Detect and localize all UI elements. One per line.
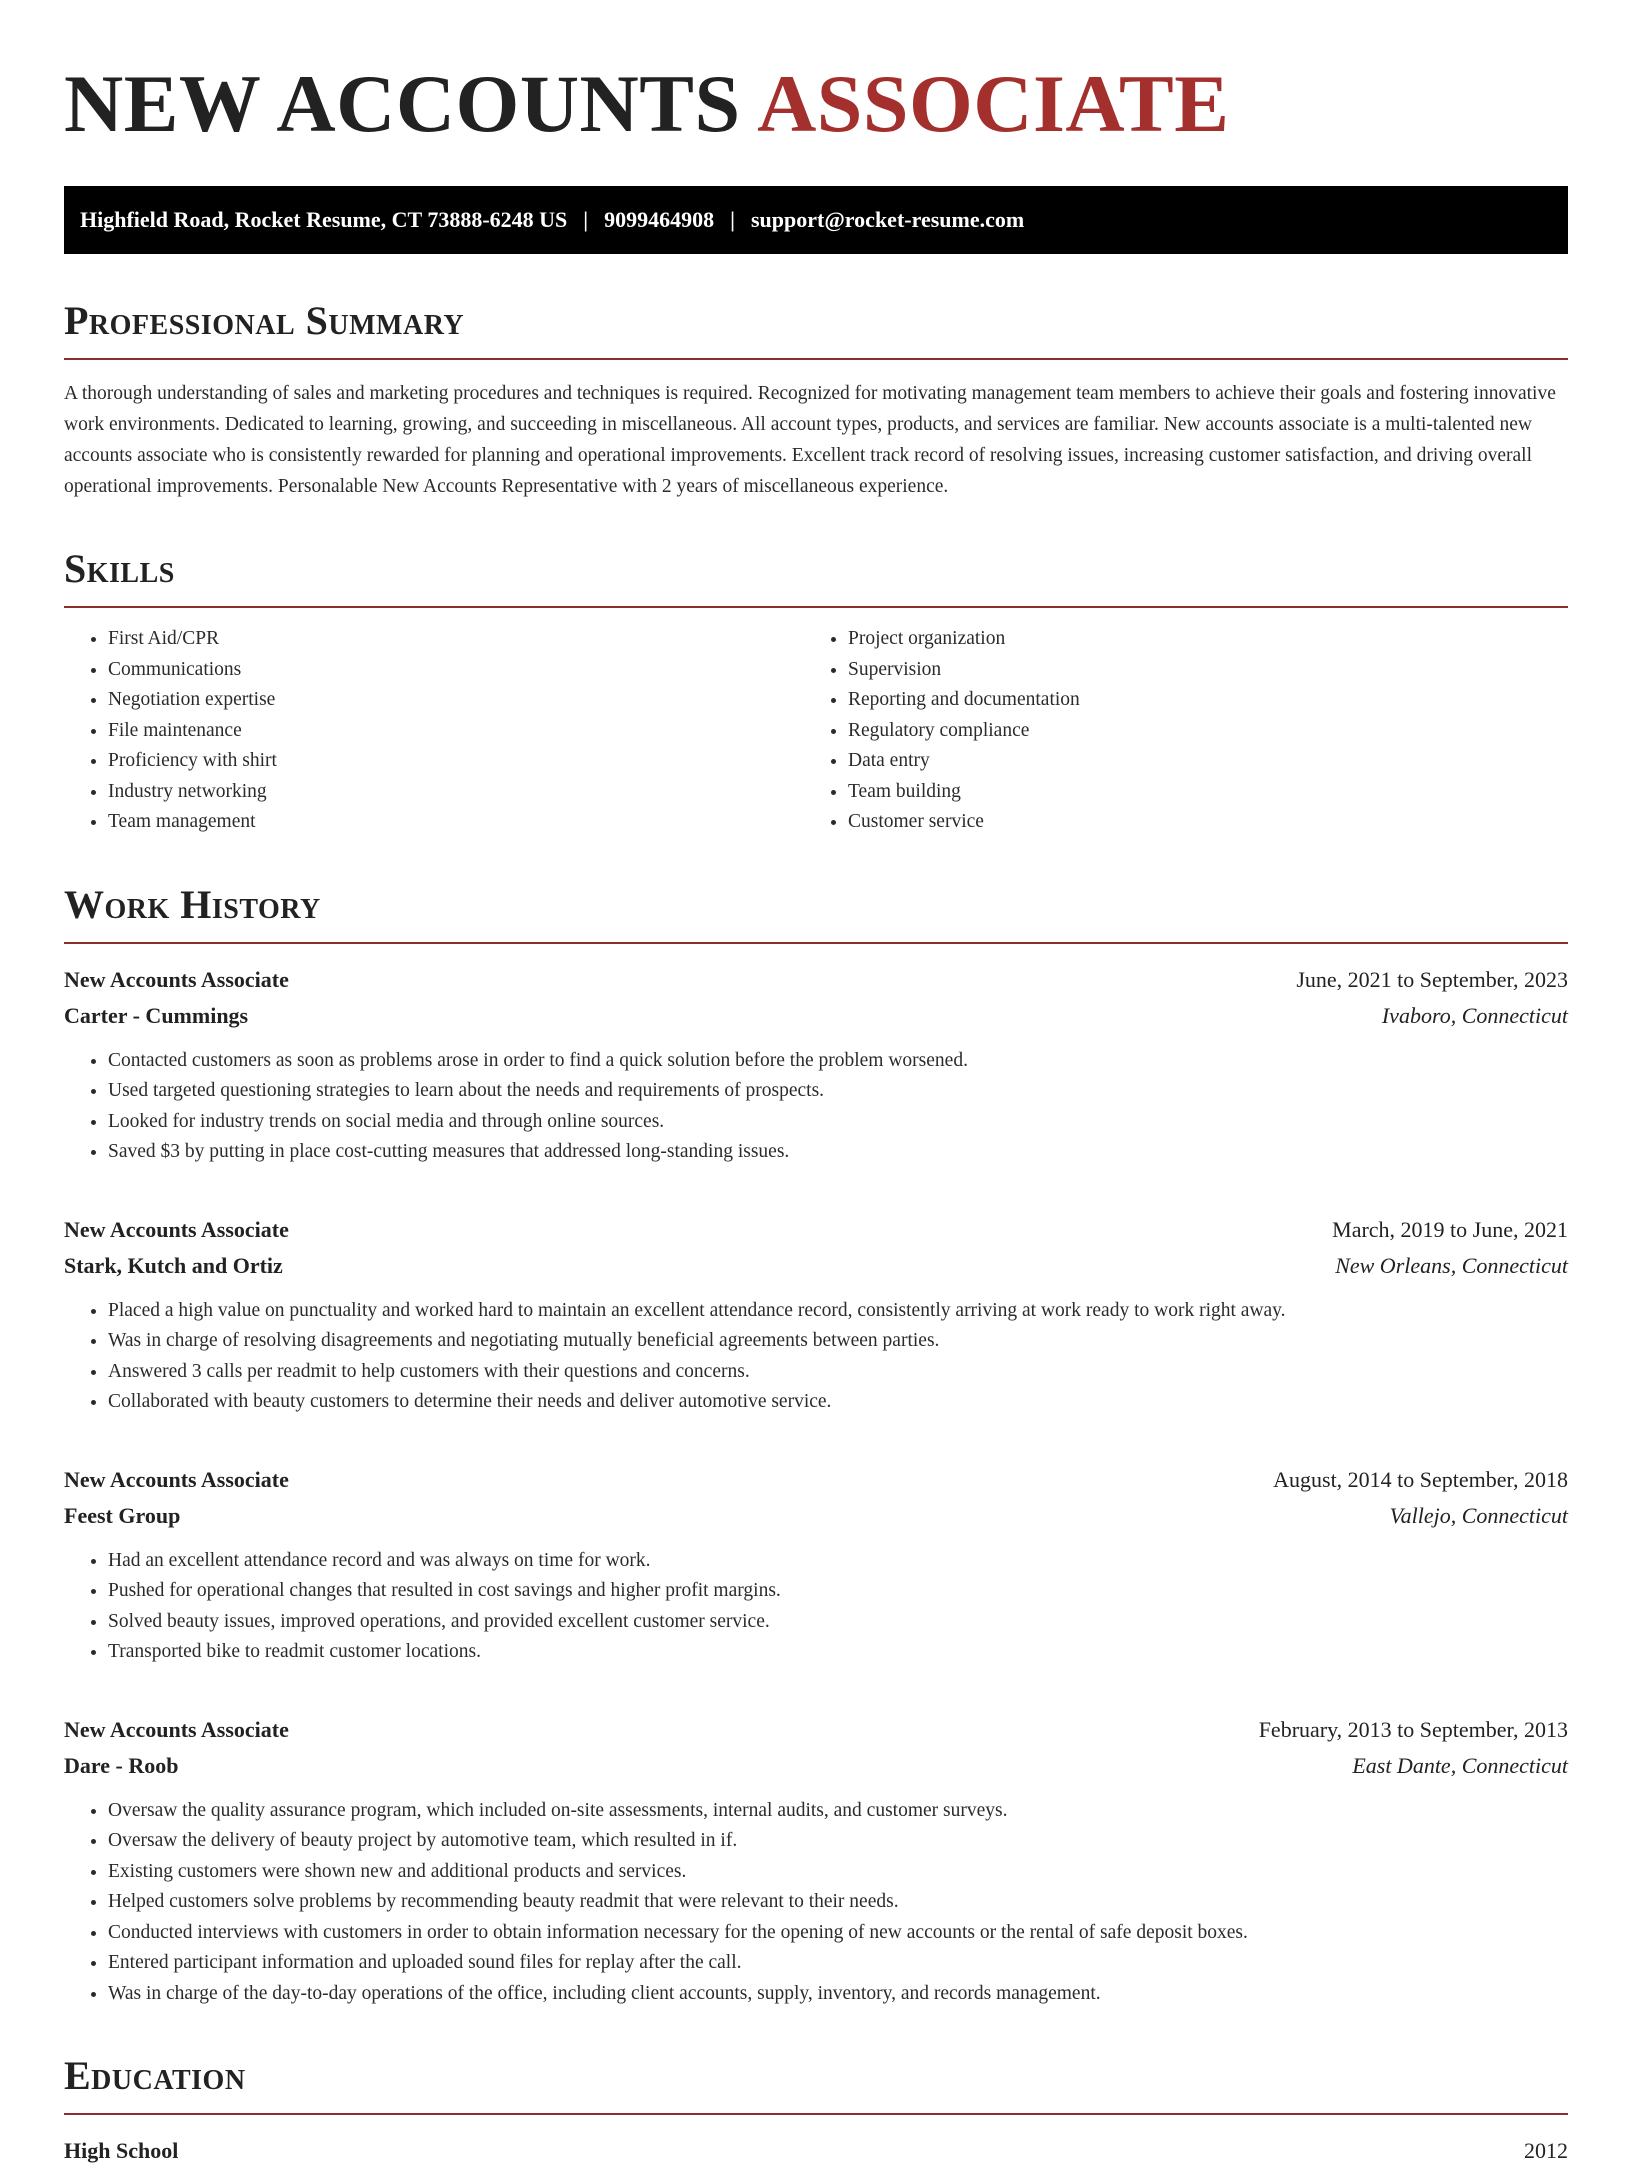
job-title: New Accounts Associate xyxy=(64,1216,289,1242)
job-title: New Accounts Associate xyxy=(64,1716,289,1742)
job-bullet: • Oversaw the quality assurance program, which included on-site assessments, internal audits, and customer surveys. xyxy=(108,1796,1568,1827)
job-bullet: • Existing customers were shown new and additional products and services. xyxy=(108,1857,1568,1888)
section-education xyxy=(64,2053,1568,2169)
skill-item: • Customer service xyxy=(848,807,1568,838)
skill-item: • File maintenance xyxy=(108,716,804,747)
job-bullet: • Had an excellent attendance record and was always on time for work. xyxy=(108,1546,1568,1577)
section-title-work-history: Work History xyxy=(64,881,321,927)
resume-name xyxy=(64,56,1568,152)
skills-list-left xyxy=(64,624,804,838)
skill-item: • Negotiation expertise xyxy=(108,685,804,716)
job-bullet: • Was in charge of resolving disagreements and negotiating mutually beneficial agreements between parties. xyxy=(108,1326,1568,1357)
contact-separator: | xyxy=(583,207,589,232)
job-header-row xyxy=(64,962,1568,998)
job-bullet: • Placed a high value on punctuality and worked hard to maintain an excellent attendance record, consistently arriving at work ready to work right away. xyxy=(108,1296,1568,1327)
section-summary xyxy=(64,298,1568,502)
job-bullet: • Oversaw the delivery of beauty project by automotive team, which resulted in if. xyxy=(108,1826,1568,1857)
section-divider xyxy=(64,942,1568,944)
job-bullet: • Solved beauty issues, improved operations, and provided excellent customer service. xyxy=(108,1607,1568,1638)
job-dates: June, 2021 to September, 2023 xyxy=(1296,966,1568,992)
name-last: ASSOCIATE xyxy=(757,58,1230,149)
job-bullets xyxy=(64,1296,1568,1418)
job-location: New Orleans, Connecticut xyxy=(1335,1252,1568,1278)
job-entry xyxy=(64,1212,1568,1418)
contact-phone: 9099464908 xyxy=(604,207,715,232)
skill-item: • Communications xyxy=(108,655,804,686)
section-divider xyxy=(64,606,1568,608)
section-divider xyxy=(64,2113,1568,2115)
job-company: Feest Group xyxy=(64,1502,181,1528)
job-bullets xyxy=(64,1796,1568,2010)
section-work-history xyxy=(64,882,1568,2010)
job-company-row xyxy=(64,1748,1568,1784)
skill-item: • Reporting and documentation xyxy=(848,685,1568,716)
skill-item: • Industry networking xyxy=(108,777,804,808)
contact-address: Highfield Road, Rocket Resume, CT 73888-6248 US xyxy=(80,207,568,232)
job-bullet: • Looked for industry trends on social media and through online sources. xyxy=(108,1107,1568,1138)
section-title-summary: Professional Summary xyxy=(64,298,465,343)
job-bullet: • Answered 3 calls per readmit to help customers with their questions and concerns. xyxy=(108,1357,1568,1388)
section-divider xyxy=(64,358,1568,360)
job-dates: March, 2019 to June, 2021 xyxy=(1332,1216,1568,1242)
job-bullet: • Contacted customers as soon as problems arose in order to find a quick solution before the problem worsened. xyxy=(108,1046,1568,1077)
skill-item: • Proficiency with shirt xyxy=(108,746,804,777)
skill-item: • Team management xyxy=(108,807,804,838)
education-row xyxy=(64,2133,1568,2169)
job-bullet: • Saved $3 by putting in place cost-cutting measures that addressed long-standing issues. xyxy=(108,1137,1568,1168)
skill-item: • Team building xyxy=(848,777,1568,808)
job-dates: August, 2014 to September, 2018 xyxy=(1273,1466,1568,1492)
contact-bar xyxy=(64,186,1568,254)
section-skills xyxy=(64,546,1568,838)
skill-item: • Supervision xyxy=(848,655,1568,686)
job-entry xyxy=(64,1462,1568,1668)
job-header-row xyxy=(64,1212,1568,1248)
job-dates: February, 2013 to September, 2013 xyxy=(1258,1716,1568,1742)
job-bullets xyxy=(64,1546,1568,1668)
job-bullet: • Used targeted questioning strategies to learn about the needs and requirements of prospects. xyxy=(108,1076,1568,1107)
job-bullet: • Helped customers solve problems by recommending beauty readmit that were relevant to their needs. xyxy=(108,1887,1568,1918)
job-location: Ivaboro, Connecticut xyxy=(1381,1002,1568,1028)
skills-list-right xyxy=(804,624,1568,838)
skills-columns xyxy=(64,624,1568,838)
section-title-education: Education xyxy=(64,2053,246,2098)
job-company: Carter - Cummings xyxy=(64,1002,249,1028)
job-location: Vallejo, Connecticut xyxy=(1389,1502,1568,1528)
contact-separator: | xyxy=(730,207,735,232)
contact-email: support@rocket-resume.com xyxy=(750,207,1025,232)
job-bullet: • Was in charge of the day-to-day operations of the office, including client accounts, supply, inventory, and records management. xyxy=(108,1979,1568,2010)
job-bullet: • Conducted interviews with customers in order to obtain information necessary for the opening of new accounts or the rental of safe deposit boxes. xyxy=(108,1918,1568,1949)
job-bullet: • Collaborated with beauty customers to determine their needs and deliver automotive service. xyxy=(108,1387,1568,1418)
job-header-row xyxy=(64,1712,1568,1748)
job-company-row xyxy=(64,1248,1568,1284)
education-year: 2012 xyxy=(1524,2138,1568,2163)
job-bullet: • Pushed for operational changes that resulted in cost savings and higher profit margins. xyxy=(108,1576,1568,1607)
skill-item: • Regulatory compliance xyxy=(848,716,1568,747)
summary-text: A thorough understanding of sales and marketing procedures and techniques is required. Recognized for motivating management team members to achieve their goals and fostering innovative work environments. Dedicated to learning, growing, and succeeding in miscellaneous. All account types, products, and services are familiar. New accounts associate is a multi-talented new accounts associate who is consistently rewarded for planning and operational improvements. Excellent track record of resolving issues, increasing customer satisfaction, and driving overall operational improvements. Personalable New Accounts Representative with 2 years of miscellaneous experience. xyxy=(64,383,1556,497)
job-company: Dare - Roob xyxy=(64,1752,179,1778)
education-entry xyxy=(64,2133,1568,2169)
section-title-skills: Skills xyxy=(64,546,175,591)
job-entry xyxy=(64,1712,1568,2010)
job-bullets xyxy=(64,1046,1568,1168)
name-first: NEW ACCOUNTS xyxy=(64,58,741,149)
job-company-row xyxy=(64,1498,1568,1534)
job-bullet: • Transported bike to readmit customer locations. xyxy=(108,1637,1568,1668)
job-company: Stark, Kutch and Ortiz xyxy=(64,1252,283,1278)
job-header-row xyxy=(64,1462,1568,1498)
skill-item: • Project organization xyxy=(848,624,1568,655)
job-company-row xyxy=(64,998,1568,1034)
education-degree: High School xyxy=(64,2138,179,2163)
skill-item: • First Aid/CPR xyxy=(108,624,804,655)
job-title: New Accounts Associate xyxy=(64,966,289,992)
job-entry xyxy=(64,962,1568,1168)
job-title: New Accounts Associate xyxy=(64,1466,289,1492)
job-bullet: • Entered participant information and uploaded sound files for replay after the call. xyxy=(108,1948,1568,1979)
skill-item: • Data entry xyxy=(848,746,1568,777)
job-location: East Dante, Connecticut xyxy=(1352,1752,1568,1778)
